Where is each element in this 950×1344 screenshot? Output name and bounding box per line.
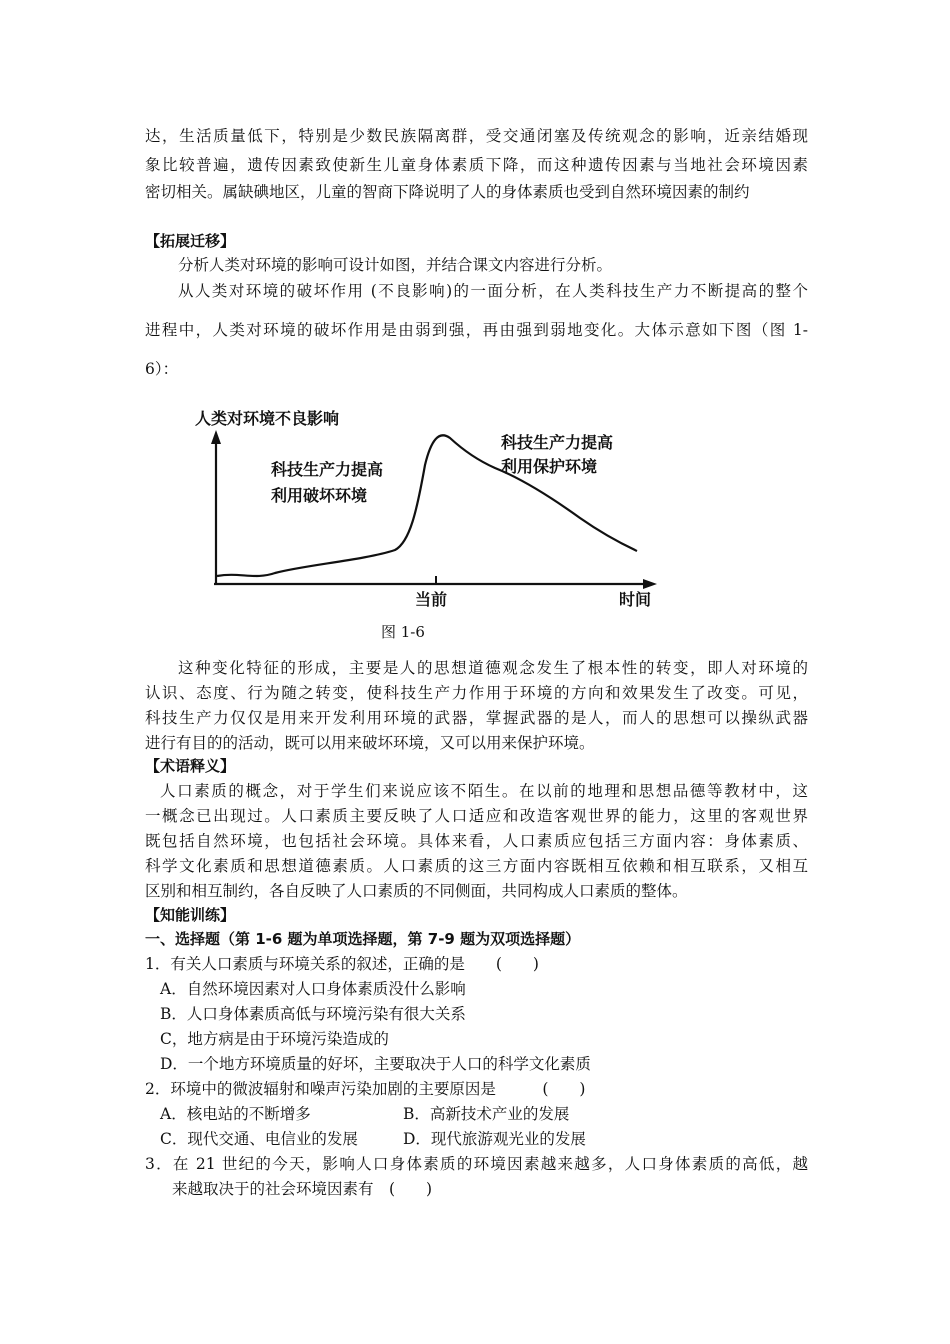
terms-line-1: 人口素质的概念，对于学生们来说应该不陌生。在以前的地理和思想品德等教材中，这	[160, 782, 808, 800]
q3-stem-line-1: 3．在 21 世纪的今天，影响人口身体素质的环境因素越来越多，人口身体素质的高低，越	[145, 1155, 808, 1173]
q2-option-b: B．高新技术产业的发展	[403, 1105, 570, 1123]
analysis-line-1: 这种变化特征的形成，主要是人的思想道德观念发生了根本性的转变，即人对环境的	[178, 659, 808, 677]
q2-option-a: A．核电站的不断增多	[160, 1105, 311, 1123]
intro-line-3: 密切相关。属缺碘地区，儿童的智商下降说明了人的身体素质也受到自然环境因素的制约	[145, 183, 750, 201]
extension-line-3: 进程中，人类对环境的破坏作用是由弱到强，再由强到弱地变化。大体示意如下图（图 1-	[145, 321, 808, 339]
extension-line-1: 分析人类对环境的影响可设计如图，并结合课文内容进行分析。	[178, 256, 613, 274]
analysis-line-4: 进行有目的的活动，既可以用来破坏环境，又可以用来保护环境。	[145, 734, 595, 752]
q2-option-d: D．现代旅游观光业的发展	[403, 1130, 586, 1148]
extension-line-2: 从人类对环境的破坏作用 (不良影响)的一面分析，在人类科技生产力不断提高的整个	[178, 282, 808, 300]
x-tick-label-current: 当前	[415, 590, 448, 609]
extension-line-4: 6）：	[145, 360, 179, 378]
x-axis-arrow	[643, 579, 657, 589]
impact-chart	[195, 400, 675, 620]
annotation-left-line-2: 利用破坏环境	[271, 486, 368, 505]
extension-heading: 【拓展迁移】	[145, 232, 236, 250]
q1-option-b: B．人口身体素质高低与环境污染有很大关系	[160, 1005, 466, 1023]
q1-option-a: A．自然环境因素对人口身体素质没什么影响	[160, 980, 466, 998]
figure-caption: 图 1-6	[381, 623, 425, 641]
terms-line-2: 一概念已出现过。人口素质主要反映了人口适应和改造客观世界的能力，这里的客观世界	[145, 807, 808, 825]
q1-option-c: C，地方病是由于环境污染造成的	[160, 1030, 389, 1048]
q2-option-c: C．现代交通、电信业的发展	[160, 1130, 358, 1148]
terms-line-5: 区别和相互制约，各自反映了人口素质的不同侧面，共同构成人口素质的整体。	[145, 882, 688, 900]
chart-ylabel: 人类对环境不良影响	[195, 409, 340, 428]
intro-line-2: 象比较普遍，遗传因素致使新生儿童身体素质下降，而这种遗传因素与当地社会环境因素	[145, 156, 808, 174]
y-axis-arrow	[211, 430, 221, 444]
q3-stem-line-2: 来越取决于的社会环境因素有 ( )	[172, 1180, 433, 1198]
annotation-left-line-1: 科技生产力提高	[271, 460, 384, 479]
q1-option-d: D．一个地方环境质量的好坏，主要取决于人口的科学文化素质	[160, 1055, 591, 1073]
training-heading: 【知能训练】	[145, 906, 236, 924]
terms-line-4: 科学文化素质和思想道德素质。人口素质的这三方面内容既相互依赖和相互联系，又相互	[145, 857, 808, 875]
annotation-right-line-1: 科技生产力提高	[501, 433, 614, 452]
chart-xlabel: 时间	[619, 590, 652, 609]
q1-stem: 1．有关人口素质与环境关系的叙述，正确的是 ( )	[145, 955, 539, 973]
terms-line-3: 既包括自然环境，也包括社会环境。具体来看，人口素质应包括三方面内容：身体素质、	[145, 832, 808, 850]
terms-heading: 【术语释义】	[145, 757, 236, 775]
analysis-line-3: 科技生产力仅仅是用来开发利用环境的武器，掌握武器的是人，而人的思想可以操纵武器	[145, 709, 808, 727]
intro-line-1: 达，生活质量低下，特别是少数民族隔离群，受交通闭塞及传统观念的影响，近亲结婚现	[145, 127, 808, 145]
section-title: 一、选择题（第 1-6 题为单项选择题，第 7-9 题为双项选择题）	[145, 930, 581, 948]
analysis-line-2: 认识、态度、行为随之转变，使科技生产力作用于环境的方向和效果发生了改变。可见，	[145, 684, 808, 702]
q2-stem: 2．环境中的微波辐射和噪声污染加剧的主要原因是 ( )	[145, 1080, 586, 1098]
annotation-right-line-2: 利用保护环境	[501, 457, 598, 476]
